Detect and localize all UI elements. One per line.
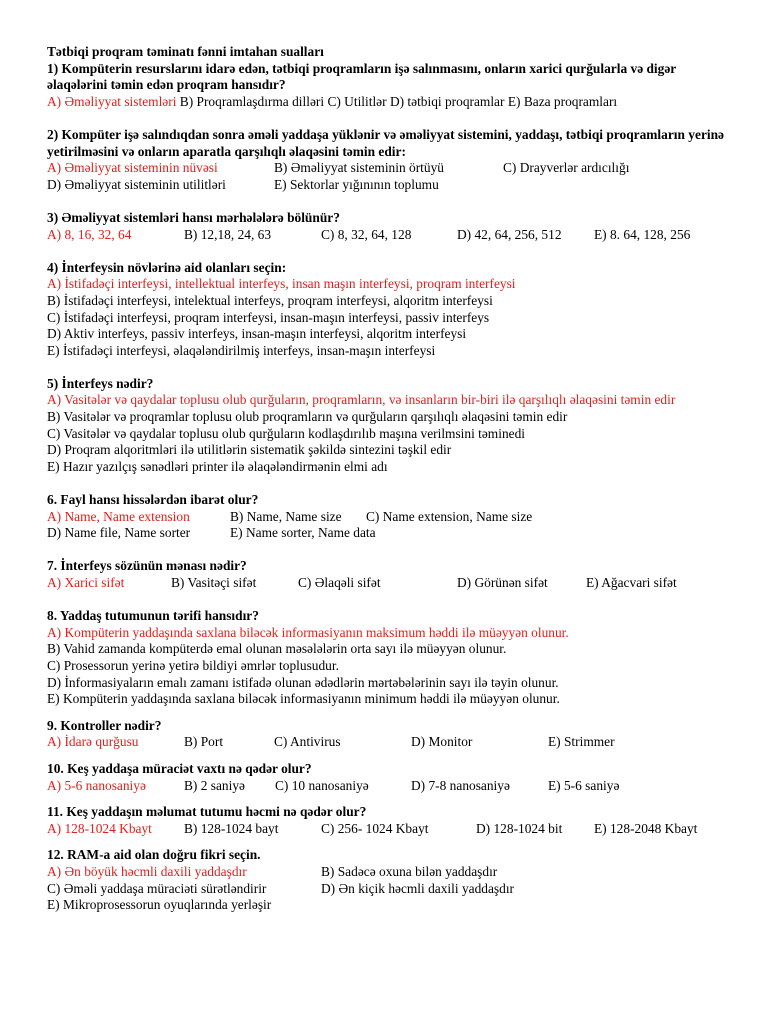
option-b: B) Proqramlaşdırma dilləri [179,93,325,109]
option-e: E) Ağacvari sifət [586,575,677,590]
question-text: 8. Yaddaş tutumunun tərifi hansıdır? [47,608,259,624]
option-c: C) 256- 1024 Kbayt [321,820,429,836]
option-d: D) Proqram alqoritmləri ilə utilitlərin sistematik şəkildə sintezini təşkil edir [47,442,452,458]
question-10 [47,761,737,794]
option-a-correct: A) İstifadəçi interfeysi, intellektual interfeys, insan maşın interfeysi, proqram interfeysi [47,276,516,292]
document-title: Tətbiqi proqram təminatı fənni imtahan sualları [47,44,324,59]
options-row [47,821,737,838]
option-a-correct: A) Kompüterin yaddaşında saxlana biləcək informasiyanın maksimum həddi ilə müəyyən olunur. [47,624,569,640]
question-text: 2) Kompüter işə salındıqdan sonra əməli yaddaşa yüklənir və əməliyyat sistemini, yaddaşı, tətbiqi proqramların yerinə yetirilməsini və onların aparatla qarşılıqlı əlaqəsini təmin edir: [47,126,725,159]
option-c: C) Prosessorun yerinə yetirə bildiyi əmrlər toplusudur. [47,657,339,673]
question-text: 9. Kontroller nədir? [47,717,162,733]
options-row [47,227,737,244]
option-d: D) 42, 64, 256, 512 [457,226,562,242]
option-c: C) 8, 32, 64, 128 [321,226,412,242]
option-d: D) Name file, Name sorter [47,525,191,541]
option-e: E) Kompüterin yaddaşında saxlana biləcək informasiyanın minimum həddi ilə müəyyən olunur. [47,691,560,707]
option-d: D) İnformasiyaların emalı zamanı istifadə olunan ədədlərin mərtəbələrinin sayı ilə təyin olunur. [47,674,559,690]
question-12 [47,847,737,913]
options-row [47,160,737,177]
option-e: E) 8. 64, 128, 256 [594,226,691,242]
question-text: 11. Keş yaddaşın məlumat tutumu həcmi nə qədər olur? [47,804,367,820]
option-d: D) 128-1024 bit [476,820,563,836]
question-7 [47,558,737,591]
question-6 [47,492,737,542]
question-text: 1) Kompüterin resurslarını idarə edən, tətbiqi proqramların işə salınmasını, onların xarici qurğularla və digər əlaqələrini təmin edən proqram hansıdır? [47,60,676,93]
option-a-correct: A) 5-6 nanosaniyə [47,777,146,793]
option-e: E) Strimmer [548,734,615,750]
option-d: D) tətbiqi proqramlar [389,93,505,109]
option-b: B) 2 saniyə [184,777,245,793]
option-c: C) Vasitələr və qaydalar toplusu olub qurğuların kodlaşdırılıb maşına verilmsini təminedi [47,425,526,441]
option-e: E) Mikroprosessorun oyuqlarında yerləşir [47,897,272,913]
question-8 [47,608,737,708]
option-a-correct: A) 8, 16, 32, 64 [47,226,132,242]
option-a-correct: A) Ən böyük həcmli daxili yaddaşdır [47,863,247,879]
options-row [47,575,737,592]
option-c: C) İstifadəçi interfeysi, proqram interfeysi, insan-maşın interfeysi, passiv interfeys [47,309,490,325]
option-b: B) Vasitəçi sifət [171,575,257,590]
option-b: B) Name, Name size [230,508,342,524]
question-text: 10. Keş yaddaşa müraciət vaxtı nə qədər olur? [47,760,312,776]
option-d: D) Aktiv interfeys, passiv interfeys, insan-maşın interfeysi, alqoritm interfeysi [47,326,467,342]
option-c: C) Əlaqəli sifət [298,575,381,590]
option-e: E) Hazır yazılçış sənədləri printer ilə əlaqələndirmənin elmi adı [47,458,388,474]
option-b: B) Port [184,734,224,750]
option-b: B) Sadəcə oxuna bilən yaddaşdır [321,863,498,879]
exam-content [47,44,737,930]
option-a-correct: A) 128-1024 Kbayt [47,820,152,836]
option-e: E) Baza proqramları [507,93,618,109]
question-4 [47,260,737,360]
question-text: 3) Əməliyyat sistemləri hansı mərhələlərə bölünür? [47,209,340,225]
question-text: 6. Fayl hansı hissələrdən ibarət olur? [47,492,259,508]
question-text: 5) İnterfeys nədir? [47,375,154,391]
option-a-correct: A) Xarici sifət [47,575,125,590]
option-a-correct: A) İdarə qurğusu [47,734,139,750]
option-c: C) Əməli yaddaşa müraciəti sürətləndirir [47,880,267,896]
option-b: B) Əməliyyat sisteminin örtüyü [274,160,444,176]
option-d: D) Monitor [411,734,473,750]
options-row [47,881,737,898]
question-text: 4) İnterfeysin növlərinə aid olanları seçin: [47,259,287,275]
option-c: C) Name extension, Name size [366,508,533,524]
options-row [47,177,737,194]
option-d: D) Ən kiçik həcmli daxili yaddaşdır [321,880,515,896]
option-c: C) Drayverlər ardıcılığı [503,160,630,176]
option-e: E) 128-2048 Kbayt [594,820,698,836]
option-d: D) 7-8 nanosaniyə [411,777,510,793]
options-row [47,94,737,111]
question-text: 7. İnterfeys sözünün mənası nədir? [47,558,247,574]
option-b: B) Vahid zamanda kompüterdə emal olunan məsələlərin orta sayı ilə müəyyən olunur. [47,641,507,657]
option-d: D) Görünən sifət [457,575,548,590]
question-5 [47,376,737,476]
option-b: B) Vasitələr və proqramlar toplusu olub proqramların və qurğuların qarşılıqlı əlaqəsini təmin edir [47,409,568,425]
options-row [47,778,737,795]
option-d: D) Əməliyyat sisteminin utilitləri [47,176,226,192]
option-b: B) 128-1024 bayt [184,820,279,836]
question-3 [47,210,737,243]
option-c: C) Antivirus [274,734,341,750]
option-e: E) Sektorlar yığınının toplumu [274,176,439,192]
question-9 [47,718,737,751]
options-row [47,864,737,881]
option-b: B) 12,18, 24, 63 [184,226,272,242]
option-a-correct: A) Name, Name extension [47,508,190,524]
question-1 [47,61,737,111]
option-c: C) Utilitlər [327,93,387,109]
options-row [47,525,737,542]
question-text: 12. RAM-a aid olan doğru fikri seçin. [47,847,261,863]
option-a-correct: A) Vasitələr və qaydalar toplusu olub qurğuların, proqramların, və insanların bir-biri ilə qarşılıqlı əlaqəsini təmin edir [47,392,676,408]
option-a-correct: A) Əməliyyat sistemləri [47,93,177,109]
option-c: C) 10 nanosaniyə [275,777,369,793]
question-2 [47,127,737,193]
option-e: E) İstifadəçi interfeysi, əlaqələndirilmiş interfeys, insan-maşın interfeysi [47,342,436,358]
option-e: E) 5-6 saniyə [548,777,620,793]
question-11 [47,804,737,837]
option-e: E) Name sorter, Name data [230,525,376,541]
option-b: B) İstifadəçi interfeysi, intelektual interfeys, proqram interfeysi, alqoritm interfeysi [47,292,493,308]
options-row [47,734,737,751]
option-a-correct: A) Əməliyyat sisteminin nüvəsi [47,160,218,176]
options-row [47,509,737,526]
